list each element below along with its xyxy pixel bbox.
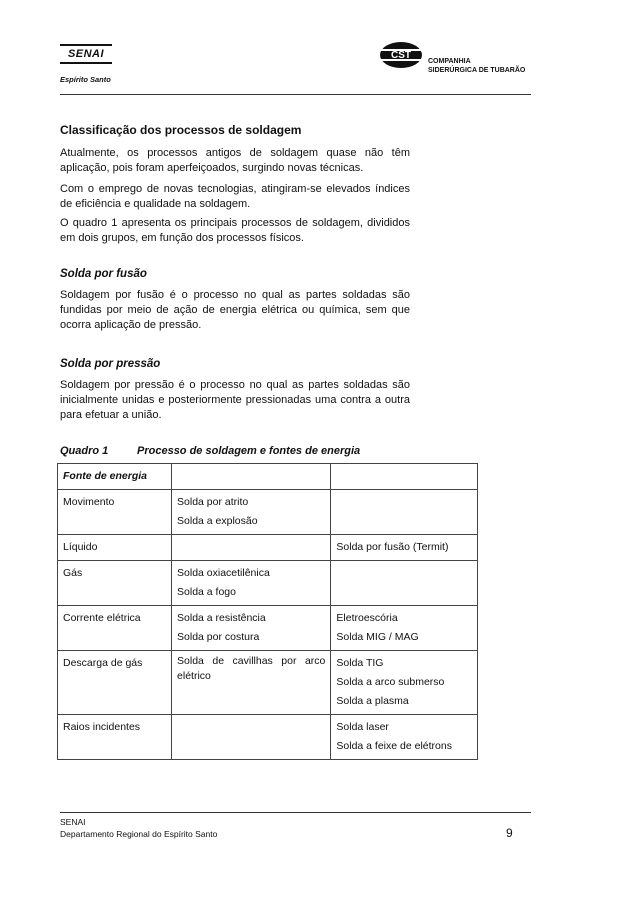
senai-logo-text: SENAI [67,48,105,60]
process-item: Solda MIG / MAG [336,631,419,643]
fonte-cell: Líquido [58,535,172,561]
paragraph-1: Atualmente, os processos antigos de soldagem quase não têm aplicação, pois foram aperfeiçoados, surgindo novas técnicas. [60,147,410,174]
pressao-heading: Solda por pressão [60,358,161,370]
pressao-cell [172,535,331,561]
process-item: Solda por atrito [177,496,249,508]
paragraph-3: O quadro 1 apresenta os principais processos de soldagem, divididos em dois grupos, em função dos processos físicos. [60,217,410,244]
pressao-cell [172,651,331,715]
pressao-cell [172,490,331,535]
quadro-label: Quadro 1 [60,445,109,457]
table-row [58,606,478,651]
company-line-1: COMPANHIA [428,58,471,65]
process-item: Solda de cavillhas por arco elétrico [177,655,326,682]
fusao-paragraph: Soldagem por fusão é o processo no qual as partes soldadas são fundidas por meio de ação de energia elétrica ou química, sem que ocorra aplicação de pressão. [60,289,410,331]
footer-divider [60,812,531,813]
quadro-title: Processo de soldagem e fontes de energia [137,445,361,457]
process-item: Solda por fusão (Termit) [336,541,449,553]
table-row [58,561,478,606]
process-item: Solda a explosão [177,515,258,527]
paragraph-2: Com o emprego de novas tecnologias, atingiram-se elevados índices de eficiência e qualidade na soldagem. [60,183,410,210]
fusao-cell [331,715,478,760]
header-fonte-energia: Fonte de energia [58,464,172,490]
header-divider [60,94,531,95]
process-item: Solda a arco submerso [336,676,445,688]
cst-logo-icon [378,40,424,70]
process-item: Solda TIG [336,657,384,669]
fusao-cell [331,651,478,715]
pressao-cell [172,606,331,651]
region-label: Espírito Santo [60,75,111,84]
fusao-cell [331,561,478,606]
table-row [58,535,478,561]
process-item: Solda a feixe de elétrons [336,740,452,752]
process-item: Solda a fogo [177,586,236,598]
pressao-paragraph: Soldagem por pressão é o processo no qual as partes soldadas são inicialmente unidas e posteriormente pressionadas uma contra a outra para efetuar a união. [60,379,410,421]
processes-table [57,463,478,760]
page-number: 9 [506,826,513,840]
table-row [58,715,478,760]
header-empty-cell [172,464,331,490]
footer-department: Departamento Regional do Espírito Santo [60,829,218,839]
footer-org: SENAI [60,817,86,827]
process-item: Solda oxiacetilênica [177,567,270,579]
pressao-cell [172,561,331,606]
process-item: Solda laser [336,721,389,733]
svg-text:CST: CST [391,50,411,61]
fonte-cell: Descarga de gás [58,651,172,715]
table-row [58,651,478,715]
page-title: Classificação dos processos de soldagem [60,123,302,137]
fonte-cell: Gás [58,561,172,606]
fonte-cell: Corrente elétrica [58,606,172,651]
process-item: Eletroescória [336,612,398,624]
fusao-cell [331,606,478,651]
pressao-cell [172,715,331,760]
fusao-heading: Solda por fusão [60,268,147,280]
senai-logo [60,42,112,66]
process-item: Solda a resistência [177,612,266,624]
table-header-row [58,464,478,490]
table-row [58,490,478,535]
company-name [428,57,525,75]
process-item: Solda por costura [177,631,260,643]
process-item: Solda a plasma [336,695,409,707]
fusao-cell [331,535,478,561]
header-empty-cell [331,464,478,490]
fonte-cell: Raios incidentes [58,715,172,760]
fonte-cell: Movimento [58,490,172,535]
fusao-cell [331,490,478,535]
company-line-2: SIDERÚRGICA DE TUBARÃO [428,67,526,74]
